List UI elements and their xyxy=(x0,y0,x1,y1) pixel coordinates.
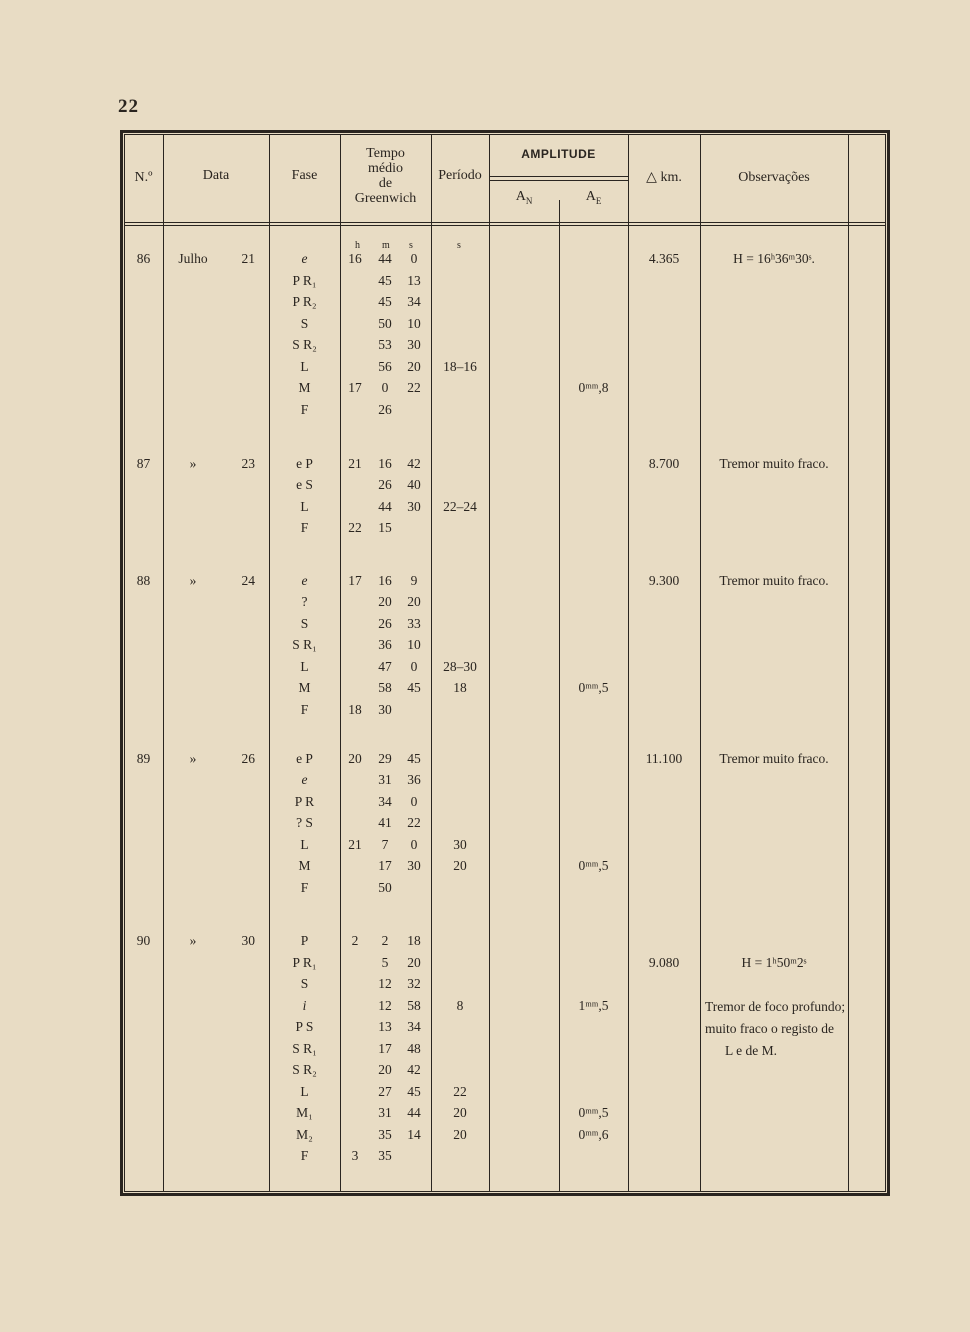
cell-second: 18 xyxy=(407,933,421,948)
cell-second: 36 xyxy=(407,772,421,787)
header-phase: Fase xyxy=(291,168,318,183)
unit-seconds: s xyxy=(409,240,413,251)
cell-minute: 12 xyxy=(378,976,392,991)
cell-minute: 45 xyxy=(378,294,392,309)
cell-phase: L xyxy=(300,359,309,374)
amplitude-rule xyxy=(489,180,628,181)
header-amplitude: AMPLITUDE xyxy=(521,147,596,161)
cell-number: 90 xyxy=(136,933,151,948)
cell-second: 34 xyxy=(407,1019,421,1034)
cell-phase: i xyxy=(302,998,307,1013)
cell-phase: P xyxy=(300,933,309,948)
cell-phase: S R₁ xyxy=(292,637,317,652)
cell-phase: F xyxy=(300,1148,309,1163)
cell-minute: 31 xyxy=(378,1105,392,1120)
col-divider xyxy=(163,134,164,1192)
cell-period: 28–30 xyxy=(443,659,477,674)
header-rule xyxy=(124,222,886,223)
cell-observation: Tremor muito fraco. xyxy=(719,456,829,471)
cell-amplitude-e: 0ᵐᵐ,5 xyxy=(578,858,609,873)
cell-phase: P S xyxy=(295,1019,314,1034)
cell-minute: 44 xyxy=(378,251,392,266)
cell-amplitude-e: 0ᵐᵐ,5 xyxy=(578,680,609,695)
cell-period: 8 xyxy=(456,998,464,1013)
cell-minute: 41 xyxy=(378,815,392,830)
cell-minute: 35 xyxy=(378,1148,392,1163)
cell-second: 30 xyxy=(407,858,421,873)
cell-month: » xyxy=(189,573,197,588)
cell-minute: 36 xyxy=(378,637,392,652)
cell-second: 58 xyxy=(407,998,421,1013)
cell-minute: 0 xyxy=(381,380,389,395)
cell-second: 10 xyxy=(407,316,421,331)
cell-phase: S R₂ xyxy=(292,337,317,352)
cell-day: 21 xyxy=(241,251,255,266)
cell-second: 30 xyxy=(407,337,421,352)
cell-day: 30 xyxy=(241,933,255,948)
cell-hour: 17 xyxy=(348,573,362,588)
cell-observation: Tremor muito fraco. xyxy=(719,751,829,766)
cell-second: 45 xyxy=(407,680,421,695)
cell-minute: 12 xyxy=(378,998,392,1013)
cell-hour: 21 xyxy=(348,456,362,471)
cell-distance: 9.300 xyxy=(648,573,680,588)
cell-minute: 30 xyxy=(378,702,392,717)
cell-period: 18 xyxy=(453,680,467,695)
cell-distance: 11.100 xyxy=(645,751,683,766)
cell-minute: 50 xyxy=(378,316,392,331)
cell-phase: S R₁ xyxy=(292,1041,317,1056)
cell-second: 10 xyxy=(407,637,421,652)
cell-minute: 35 xyxy=(378,1127,392,1142)
page-number: 22 xyxy=(118,96,139,117)
cell-period: 18–16 xyxy=(443,359,477,374)
cell-phase: P R xyxy=(294,794,315,809)
cell-second: 20 xyxy=(407,359,421,374)
cell-minute: 29 xyxy=(378,751,392,766)
cell-period: 20 xyxy=(453,1127,467,1142)
amplitude-rule xyxy=(489,176,628,177)
cell-second: 0 xyxy=(410,794,418,809)
cell-second: 20 xyxy=(407,955,421,970)
cell-phase: P R₁ xyxy=(292,955,317,970)
col-divider xyxy=(340,134,341,1192)
cell-second: 9 xyxy=(410,573,418,588)
col-divider xyxy=(489,134,490,1192)
cell-minute: 5 xyxy=(381,955,389,970)
cell-second: 0 xyxy=(410,251,418,266)
unit-period-seconds: s xyxy=(457,240,461,251)
cell-minute: 26 xyxy=(378,477,392,492)
header-rule xyxy=(124,225,886,226)
cell-minute: 47 xyxy=(378,659,392,674)
cell-number: 86 xyxy=(136,251,151,266)
cell-minute: 56 xyxy=(378,359,392,374)
cell-day: 26 xyxy=(241,751,255,766)
cell-period: 20 xyxy=(453,858,467,873)
cell-hour: 22 xyxy=(348,520,362,535)
cell-number: 89 xyxy=(136,751,151,766)
cell-phase: L xyxy=(300,659,309,674)
cell-phase: e S xyxy=(296,477,313,492)
cell-second: 30 xyxy=(407,499,421,514)
header-observations: Observações xyxy=(738,170,810,185)
cell-minute: 16 xyxy=(378,573,392,588)
cell-hour: 18 xyxy=(348,702,362,717)
cell-minute: 7 xyxy=(381,837,389,852)
cell-phase: ? xyxy=(301,594,308,609)
cell-number: 87 xyxy=(136,456,151,471)
unit-hours: h xyxy=(355,240,360,251)
cell-phase: S xyxy=(300,976,309,991)
cell-phase: M₂ xyxy=(296,1127,313,1142)
cell-observation: H = 1ʰ50ᵐ2ˢ xyxy=(741,955,807,970)
cell-phase: M₁ xyxy=(296,1105,313,1120)
cell-phase: L xyxy=(300,499,309,514)
cell-minute: 31 xyxy=(378,772,392,787)
cell-phase: P R₁ xyxy=(292,273,317,288)
cell-number: 88 xyxy=(136,573,151,588)
header-period: Período xyxy=(438,168,482,183)
cell-amplitude-e: 0ᵐᵐ,5 xyxy=(578,1105,609,1120)
header-ae: $A_E$ xyxy=(585,189,602,206)
cell-minute: 34 xyxy=(378,794,392,809)
header-time: Tempo médio de Greenwich xyxy=(354,146,417,206)
cell-second: 34 xyxy=(407,294,421,309)
cell-second: 48 xyxy=(407,1041,421,1056)
cell-minute: 2 xyxy=(381,933,389,948)
cell-phase: F xyxy=(300,402,309,417)
cell-hour: 21 xyxy=(348,837,362,852)
cell-month: » xyxy=(189,933,197,948)
cell-minute: 16 xyxy=(378,456,392,471)
cell-minute: 17 xyxy=(378,1041,392,1056)
cell-day: 24 xyxy=(241,573,255,588)
cell-observation: Tremor muito fraco. xyxy=(719,573,829,588)
cell-second: 22 xyxy=(407,815,421,830)
cell-hour: 3 xyxy=(351,1148,359,1163)
cell-phase: L xyxy=(300,1084,309,1099)
cell-observation: H = 16ʰ36ᵐ30ˢ. xyxy=(733,251,815,266)
cell-hour: 16 xyxy=(348,251,362,266)
cell-phase: P R₂ xyxy=(292,294,317,309)
cell-phase: e xyxy=(301,573,308,588)
observation-90: Tremor de foco profundo; muito fraco o registo de L e de M. xyxy=(705,999,846,1058)
cell-hour: 2 xyxy=(351,933,359,948)
cell-phase: S xyxy=(300,616,309,631)
cell-minute: 53 xyxy=(378,337,392,352)
cell-second: 44 xyxy=(407,1105,421,1120)
cell-second: 13 xyxy=(407,273,421,288)
cell-second: 22 xyxy=(407,380,421,395)
cell-distance: 8.700 xyxy=(648,456,680,471)
cell-amplitude-e: 1ᵐᵐ,5 xyxy=(578,998,609,1013)
cell-phase: ? S xyxy=(296,815,313,830)
cell-second: 0 xyxy=(410,659,418,674)
cell-minute: 26 xyxy=(378,616,392,631)
cell-minute: 50 xyxy=(378,880,392,895)
cell-second: 32 xyxy=(407,976,421,991)
cell-minute: 17 xyxy=(378,858,392,873)
cell-period: 30 xyxy=(453,837,467,852)
cell-minute: 15 xyxy=(378,520,392,535)
cell-second: 42 xyxy=(407,1062,421,1077)
cell-second: 45 xyxy=(407,1084,421,1099)
cell-phase: F xyxy=(300,520,309,535)
cell-minute: 58 xyxy=(378,680,392,695)
cell-phase: e P xyxy=(296,456,313,471)
cell-second: 45 xyxy=(407,751,421,766)
header-km: △ km. xyxy=(646,170,682,185)
cell-period: 22 xyxy=(453,1084,467,1099)
cell-phase: F xyxy=(300,702,309,717)
col-divider xyxy=(628,134,629,1192)
cell-phase: F xyxy=(300,880,309,895)
cell-second: 40 xyxy=(407,477,421,492)
cell-distance: 4.365 xyxy=(648,251,680,266)
cell-minute: 20 xyxy=(378,594,392,609)
cell-amplitude-e: 0ᵐᵐ,8 xyxy=(578,380,609,395)
col-divider xyxy=(700,134,701,1192)
cell-month: Julho xyxy=(178,251,208,266)
cell-phase: S xyxy=(300,316,309,331)
cell-hour: 17 xyxy=(348,380,362,395)
cell-hour: 20 xyxy=(348,751,362,766)
cell-period: 20 xyxy=(453,1105,467,1120)
cell-minute: 45 xyxy=(378,273,392,288)
header-number: N.º xyxy=(134,170,153,185)
cell-minute: 44 xyxy=(378,499,392,514)
cell-phase: e xyxy=(301,251,308,266)
cell-distance: 9.080 xyxy=(648,955,680,970)
cell-phase: M xyxy=(298,380,311,395)
cell-period: 22–24 xyxy=(443,499,477,514)
cell-phase: M xyxy=(298,680,311,695)
col-divider xyxy=(559,200,560,1192)
header-date: Data xyxy=(202,168,230,183)
cell-second: 20 xyxy=(407,594,421,609)
cell-minute: 20 xyxy=(378,1062,392,1077)
cell-second: 42 xyxy=(407,456,421,471)
cell-month: » xyxy=(189,456,197,471)
cell-month: » xyxy=(189,751,197,766)
cell-phase: e P xyxy=(296,751,313,766)
cell-minute: 13 xyxy=(378,1019,392,1034)
cell-second: 14 xyxy=(407,1127,421,1142)
cell-phase: L xyxy=(300,837,309,852)
cell-phase: M xyxy=(298,858,311,873)
cell-phase: S R₂ xyxy=(292,1062,317,1077)
cell-phase: e xyxy=(301,772,308,787)
header-an: $A_N$ xyxy=(515,189,533,206)
unit-minutes: m xyxy=(382,240,390,251)
cell-minute: 27 xyxy=(378,1084,392,1099)
cell-minute: 26 xyxy=(378,402,392,417)
cell-second: 33 xyxy=(407,616,421,631)
cell-second: 0 xyxy=(410,837,418,852)
cell-amplitude-e: 0ᵐᵐ,6 xyxy=(578,1127,609,1142)
cell-day: 23 xyxy=(241,456,255,471)
